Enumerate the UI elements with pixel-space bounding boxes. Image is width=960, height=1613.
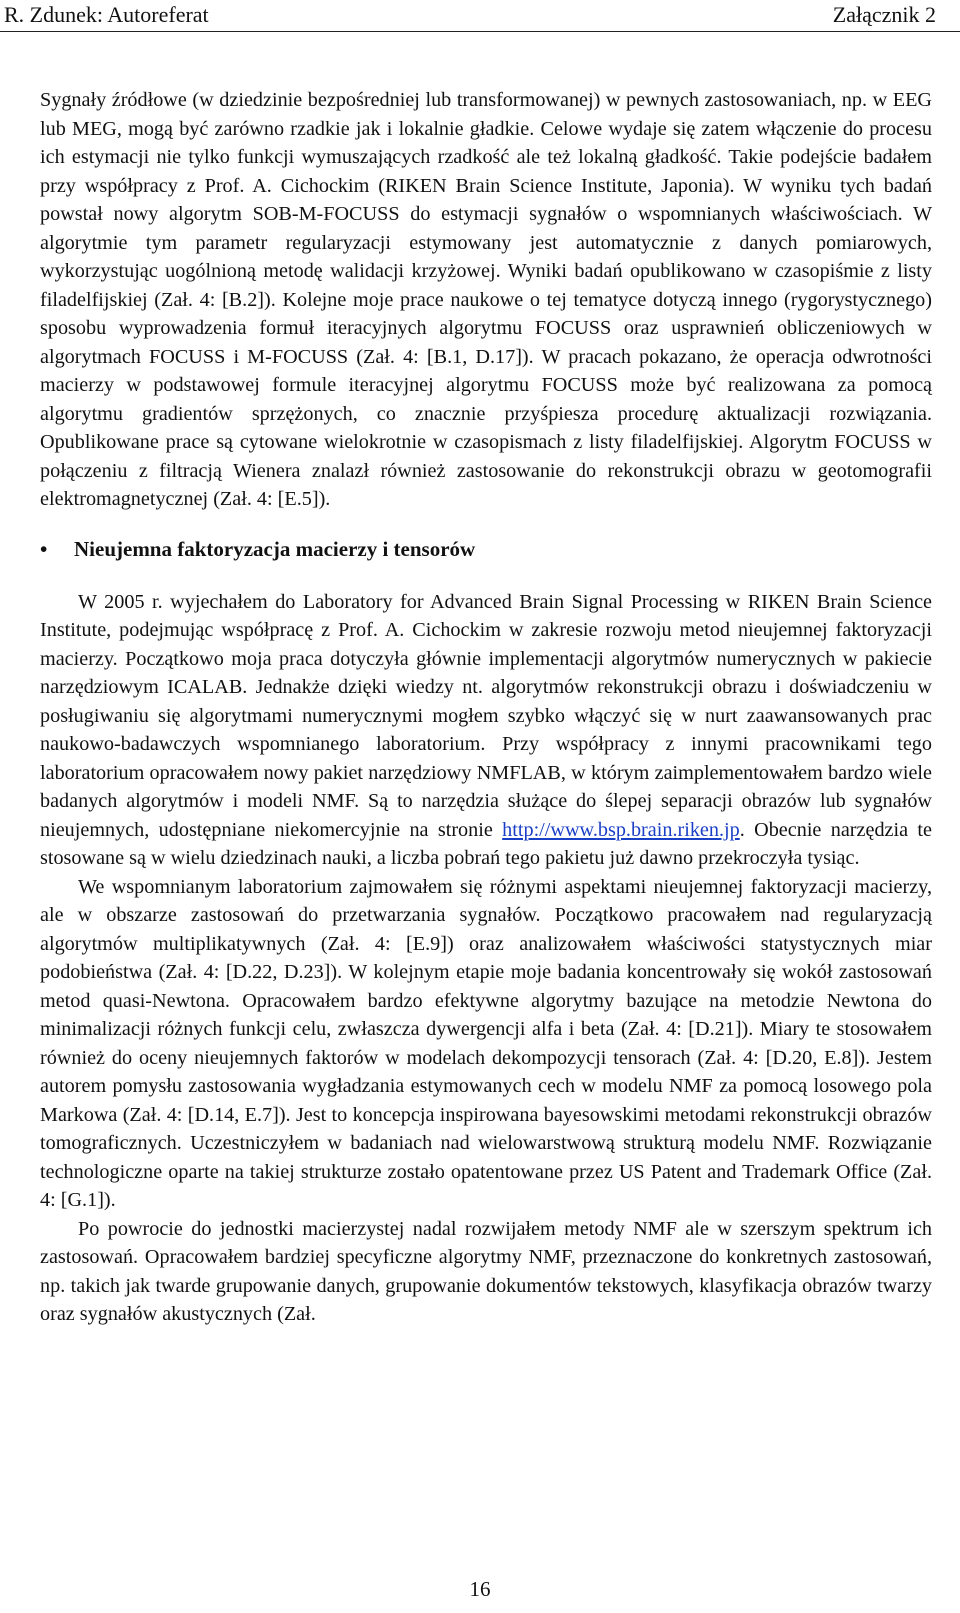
header-attachment: Załącznik 2: [832, 2, 936, 27]
header-author-title: R. Zdunek: Autoreferat: [4, 2, 209, 27]
section-heading: [40, 534, 932, 564]
document-body: [40, 86, 932, 1329]
page-header: [0, 0, 960, 32]
page-number: 16: [469, 1577, 491, 1601]
bsp-riken-link[interactable]: http://www.bsp.brain.riken.jp: [502, 818, 740, 841]
section-heading-text: Nieujemna faktoryzacja macierzy i tensorów: [74, 536, 476, 561]
bullet-icon: •: [40, 536, 48, 561]
paragraph-nmf-applications: Po powrocie do jednostki macierzystej nadal rozwijałem metody NMF ale w szerszym spektrum ich zastosowań. Opracowałem bardziej specyficzne algorytmy NMF, przeznaczone do konkretnych zastosowań, np. takich jak twarde grupowanie danych, grupowanie dokumentów tekstowych, klasyfikacja obrazów twarzy oraz sygnałów akustycznych (Zał.: [40, 1217, 932, 1325]
paragraph-riken: [40, 588, 932, 873]
paragraph-focuss: Sygnały źródłowe (w dziedzinie bezpośredniej lub transformowanej) w pewnych zastosowaniach, np. w EEG lub MEG, mogą być zarówno rzadkie jak i lokalnie gładkie. Celowe wydaje się zatem włączenie do procesu ich estymacji nie tylko funkcji wymuszających rzadkość ale też lokalną gładkość. Takie podejście badałem przy współpracy z Prof. A. Cichockim (RIKEN Brain Science Institute, Japonia). W wyniku tych badań powstał nowy algorytm SOB-M-FOCUSS do estymacji sygnałów o wspomnianych właściwościach. W algorytmie tym parametr regularyzacji estymowany jest automatycznie z danych pomiarowych, wykorzystując uogólnioną metodę walidacji krzyżowej. Wyniki badań opublikowano w czasopiśmie z listy filadelfijskiej (Zał. 4: [B.2]). Kolejne moje prace naukowe o tej tematyce dotyczą innego (rygorystycznego) sposobu wyprowadzenia formuł iteracyjnych algorytmu FOCUSS oraz usprawnień obliczeniowych w algorytmach FOCUSS i M-FOCUSS (Zał. 4: [B.1, D.17]). W pracach pokazano, że operacja odwrotności macierzy w podstawowej formule iteracyjnej algorytmu FOCUSS może być realizowana za pomocą algorytmu gradientów sprzężonych, co znacznie przyśpiesza procedurę aktualizacji rozwiązania. Opublikowane prace są cytowane wielokrotnie w czasopismach z listy filadelfijskiej. Algorytm FOCUSS w połączeniu z filtracją Wienera znalazł również zastosowanie do rekonstrukcji obrazu w geotomografii elektromagnetycznej (Zał. 4: [E.5]).: [40, 89, 932, 510]
paragraph-nmf-aspects: We wspomnianym laboratorium zajmowałem się różnymi aspektami nieujemnej faktoryzacji macierzy, ale w obszarze zastosowań do przetwarzania sygnałów. Początkowo pracowałem nad regularyzacją algorytmów multiplikatywnych (Zał. 4: [E.9]) oraz analizowałem właściwości statystycznych miar podobieństwa (Zał. 4: [D.22, D.23]). W kolejnym etapie moje badania koncentrowały się wokół zastosowań metod quasi-Newtona. Opracowałem bardzo efektywne algorytmy bazujące na metodzie Newtona do minimalizacji różnych funkcji celu, zwłaszcza dywergencji alfa i beta (Zał. 4: [D.21]). Miary te stosowałem również do oceny nieujemnych faktorów w modelach dekompozycji tensorach (Zał. 4: [D.20, E.8]). Jestem autorem pomysłu zastosowania wygładzania estymowanych cech w modelu NMF za pomocą losowego pola Markowa (Zał. 4: [D.14, E.7]). Jest to koncepcja inspirowana bayesowskimi metodami rekonstrukcji obrazów tomograficznych. Uczestniczyłem w badaniach nad wielowarstwową strukturą modelu NMF. Rozwiązanie technologiczne oparte na takiej strukturze zostało opatentowane przez US Patent and Trademark Office (Zał. 4: [G.1]).: [40, 875, 932, 1211]
paragraph-riken-text-1: W 2005 r. wyjechałem do Laboratory for Advanced Brain Signal Processing w RIKEN Brain Science Institute, podejmując współpracę z Prof. A. Cichockim w zakresie rozwoju metod nieujemnej faktoryzacji macierzy. Początkowo moja praca dotyczyła głównie implementacji algorytmów numerycznych w pakiecie narzędziowym ICALAB. Jednakże dzięki wiedzy nt. algorytmów rekonstrukcji obrazu i doświadczeniu w posługiwaniu się algorytmami numerycznymi mogłem szybko włączyć się w nurt zaawansowanych prac naukowo-badawczych wspomnianego laboratorium. Przy współpracy z innymi pracownikami tego laboratorium opracowałem nowy pakiet narzędziowy NMFLAB, w którym zaimplementowałem bardzo wiele badanych algorytmów i modeli NMF. Są to narzędzia służące do ślepej separacji obrazów lub sygnałów nieujemnych, udostępniane niekomercyjnie na stronie: [40, 590, 932, 841]
paragraph-riken-text-2: . Obecnie narzędzia te stosowane są w wielu dziedzinach nauki, a liczba pobrań tego pakietu już dawno przekroczyła tysiąc.: [40, 818, 932, 869]
